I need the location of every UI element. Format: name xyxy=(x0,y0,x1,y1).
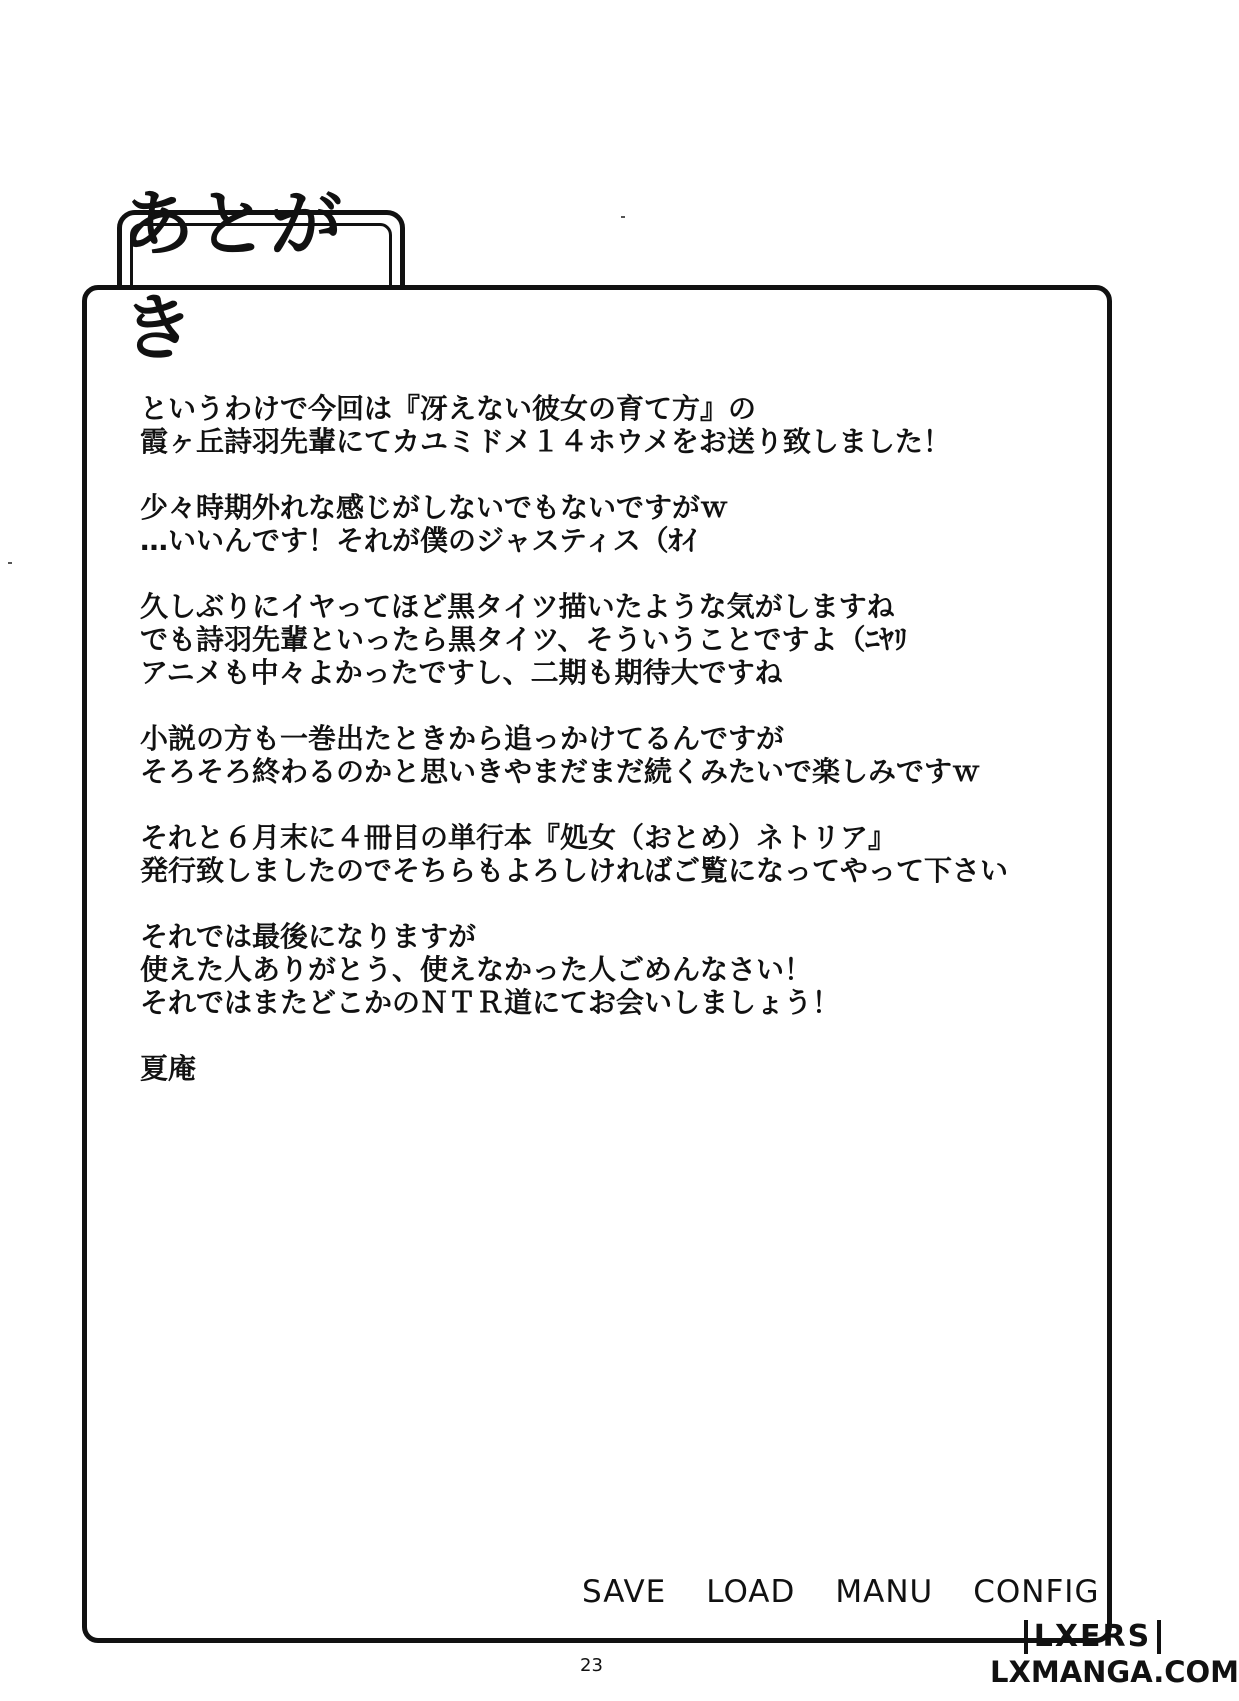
page-number: 23 xyxy=(580,1655,603,1676)
text-line: …いいんです！それが僕のジャスティス（ｵｲ xyxy=(140,524,697,557)
afterword-body xyxy=(140,392,1080,1118)
menu-button[interactable]: MANU xyxy=(835,1574,934,1610)
paragraph xyxy=(140,821,1080,887)
watermark-url: LXMANGA.COM xyxy=(990,1655,1239,1689)
text-line: 少々時期外れな感じがしないでもないですがｗ xyxy=(140,491,729,524)
heading-box xyxy=(117,181,405,330)
text-line: 発行致しましたのでそちらもよろしければご覧になってやって下さい xyxy=(140,854,1009,887)
text-line: それでは最後になりますが xyxy=(140,920,477,953)
paragraph xyxy=(140,920,1080,1019)
save-button[interactable]: SAVE xyxy=(582,1574,667,1610)
text-line: それではまたどこかのＮＴＲ道にてお会いしましょう！ xyxy=(140,986,841,1019)
paragraph xyxy=(140,722,1080,788)
text-line: それと６月末に４冊目の単行本『処女（おとめ）ネトリア』 xyxy=(140,821,897,854)
text-line: 久しぶりにイヤってほど黒タイツ描いたような気がしますね xyxy=(140,590,895,623)
text-line: 小説の方も一巻出たときから追っかけてるんですが xyxy=(140,722,785,755)
text-line: 使えた人ありがとう、使えなかった人ごめんなさい！ xyxy=(140,953,813,986)
site-watermark xyxy=(990,1619,1239,1695)
text-line: 霞ヶ丘詩羽先輩にてカユミドメ１４ホウメをお送り致しました！ xyxy=(140,425,951,458)
config-button[interactable]: CONFIG xyxy=(973,1574,1100,1610)
paragraph xyxy=(140,491,1080,557)
watermark-brand: LXERS xyxy=(1024,1620,1161,1654)
text-line: というわけで今回は『冴えない彼女の育て方』の xyxy=(140,392,757,425)
page-title: あとが xyxy=(122,181,345,266)
paragraph xyxy=(140,392,1080,458)
text-line: アニメも中々よかったですし、二期も期待大ですね xyxy=(140,656,783,689)
paper-speck xyxy=(621,216,625,218)
text-line: でも詩羽先輩といったら黒タイツ、そういうことですよ（ﾆﾔﾘ xyxy=(140,623,908,656)
paragraph xyxy=(140,590,1080,689)
text-line: 夏庵 xyxy=(140,1052,197,1085)
load-button[interactable]: LOAD xyxy=(706,1574,796,1610)
text-line: そろそろ終わるのかと思いきやまだまだ続くみたいで楽しみですｗ xyxy=(140,755,981,788)
game-menu xyxy=(582,1574,1099,1618)
paper-speck xyxy=(8,562,12,564)
author-signature xyxy=(140,1052,1080,1085)
